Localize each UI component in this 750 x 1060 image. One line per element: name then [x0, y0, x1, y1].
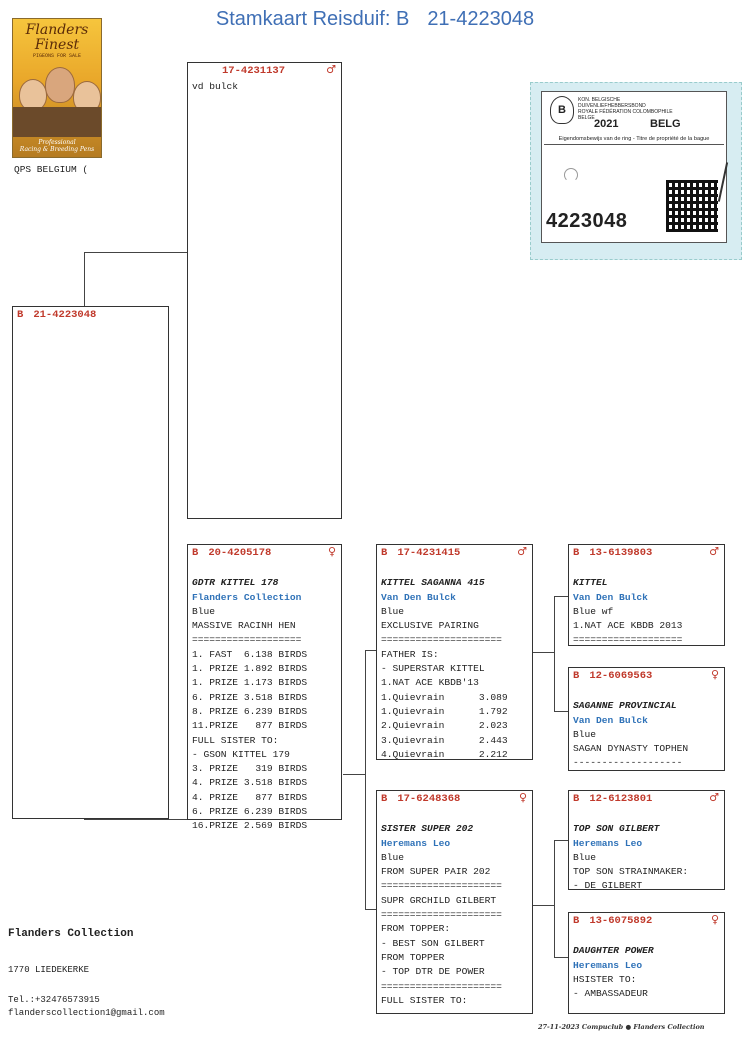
note-line: EXCLUSIVE PAIRING: [381, 620, 479, 632]
pigeon-owner: Heremans Leo: [381, 837, 451, 849]
note-line: - BEST SON GILBERT: [381, 937, 485, 949]
note-line: 1.Quievrain 3.089: [381, 691, 508, 703]
male-icon: ♂: [709, 545, 719, 558]
note-line: 6. PRIZE 3.518 BIRDS: [192, 691, 308, 703]
pigeon-name: TOP SON GILBERT: [573, 823, 660, 835]
ring-number: 21-4223048: [33, 309, 97, 321]
note-line: MASSIVE RACINH HEN: [192, 620, 296, 632]
pigeon-notes: [569, 684, 724, 800]
note-line: 4.Quievrain 2.212: [381, 748, 508, 760]
pigeon-box-mmm-father: [568, 790, 725, 890]
ring-number: 17-4231137: [222, 65, 286, 77]
note-line: FROM TOPPER: [381, 951, 445, 963]
page-title: [0, 8, 750, 31]
note-line: - DE GILBERT: [573, 880, 643, 892]
pigeon-notes: [188, 79, 341, 95]
ring-ownership-card: [530, 82, 742, 260]
pigeon-header: [569, 545, 724, 561]
ring-number: 13-6075892: [589, 915, 653, 927]
ring-number: 20-4205178: [208, 547, 272, 559]
pigeon-box-mm-father: [376, 544, 533, 760]
pigeon-name: KITTEL SAGANNA 415: [381, 577, 485, 589]
female-icon: ♀: [710, 913, 719, 926]
note-line: TOP SON STRAINMAKER:: [573, 866, 689, 878]
note-line: FROM TOPPER:: [381, 923, 451, 935]
connector: [343, 774, 365, 775]
note-line: vd bulck: [192, 81, 239, 92]
female-icon: ♀: [518, 791, 527, 804]
connector: [554, 840, 568, 841]
note-line: 1.NAT ACE KBDB 2013: [573, 620, 683, 632]
note-line: 3. PRIZE 319 BIRDS: [192, 763, 308, 775]
connector: [532, 905, 554, 906]
country-code: B: [381, 547, 388, 559]
connector: [365, 650, 366, 910]
male-icon: ♂: [709, 791, 719, 804]
logo-tagline-1: Professional: [38, 139, 76, 146]
breeder-contact: [8, 994, 165, 1020]
note-line: =====================: [381, 909, 502, 921]
note-line: Blue: [573, 728, 597, 740]
connector: [554, 596, 555, 712]
logo-title: Flanders Finest: [25, 22, 89, 53]
note-line: 3.Quievrain 2.443: [381, 734, 508, 746]
note-line: 4. PRIZE 877 BIRDS: [192, 791, 308, 803]
note-line: FROM SUPER PAIR 202: [381, 866, 491, 878]
pigeon-name: KITTEL: [573, 577, 608, 589]
pigeon-notes: [377, 807, 532, 1038]
qr-code-icon: [666, 180, 718, 232]
note-line: 4. PRIZE 3.518 BIRDS: [192, 777, 308, 789]
breeder-phone: Tel.:+32476573915: [8, 995, 100, 1005]
note-line: 1.NAT ACE KBDB'13: [381, 677, 479, 689]
pigeon-header: [569, 791, 724, 807]
pigeon-notes: [569, 929, 724, 1031]
note-line: - TOP DTR DE POWER: [381, 966, 485, 978]
pigeon-box-mother: [187, 544, 342, 832]
country-code: B: [573, 793, 580, 805]
connector: [84, 819, 188, 820]
pigeon-header: [377, 545, 532, 561]
note-line: 1. FAST 6.138 BIRDS: [192, 648, 308, 660]
note-line: FULL SISTER TO:: [381, 994, 468, 1006]
note-line: ===================: [192, 634, 302, 646]
pigeon-owner: Flanders Collection: [192, 591, 302, 603]
note-line: 1.Quievrain 1.792: [381, 705, 508, 717]
connector: [554, 957, 568, 958]
breeder-email: flanderscollection1@gmail.com: [8, 1008, 165, 1018]
breeder-city: 1770 LIEDEKERKE: [8, 965, 90, 975]
connector: [554, 596, 568, 597]
note-line: Blue wf: [573, 605, 614, 617]
note-line: - SUPERSTAR KITTEL: [381, 663, 485, 675]
note-line: 16.PRIZE 2.569 BIRDS: [192, 820, 308, 832]
ring-number: 12-6123801: [589, 793, 653, 805]
pigeon-notes: [188, 561, 341, 863]
person-photo-2: [45, 67, 75, 103]
ring-card-org2: ROYALE FÉDÉRATION COLOMBOPHILE BELGE: [578, 109, 673, 121]
note-line: Blue: [381, 605, 405, 617]
pigeon-box-mmm-mother: [568, 912, 725, 1014]
note-line: =====================: [381, 634, 502, 646]
ring-number: 17-6248368: [397, 793, 461, 805]
note-line: 8. PRIZE 6.239 BIRDS: [192, 705, 308, 717]
note-line: 2.Quievrain 2.023: [381, 720, 508, 732]
ring-card-number: 4223048: [546, 210, 628, 232]
ring-card-year: 2021: [594, 118, 619, 130]
note-line: ===================: [573, 634, 683, 646]
country-code: B: [192, 547, 199, 559]
note-line: 11.PRIZE 877 BIRDS: [192, 720, 308, 732]
print-stamp: 27-11-2023 Compuclub ● Flanders Collection: [538, 1023, 705, 1031]
note-line: Blue: [381, 851, 405, 863]
country-code: B: [381, 793, 388, 805]
flanders-finest-logo: [12, 18, 102, 158]
logo-shirts: [13, 107, 101, 137]
pigeon-name: SISTER SUPER 202: [381, 823, 474, 835]
pigeon-name: SAGANNE PROVINCIAL: [573, 700, 677, 712]
connector: [554, 840, 555, 958]
hole-icon: [564, 168, 578, 182]
country-code: B: [573, 670, 580, 682]
ring-number: 13-6139803: [589, 547, 653, 559]
breeder-name: Flanders Collection: [8, 928, 134, 940]
slash-mark: [718, 162, 728, 202]
ring-card-country: BELG: [650, 118, 681, 130]
pigeon-box-father: [187, 62, 342, 519]
ring-card-inner: [541, 91, 727, 243]
note-line: Blue: [192, 605, 216, 617]
pigeon-box-mmf-father: [568, 544, 725, 646]
note-line: SAGAN DYNASTY TOPHEN: [573, 743, 689, 755]
ring-number: 12-6069563: [589, 670, 653, 682]
pigeon-owner: Van Den Bulck: [573, 591, 648, 603]
country-code: B: [573, 547, 580, 559]
note-line: Blue: [573, 851, 597, 863]
note-line: =====================: [381, 880, 502, 892]
pigeon-owner: Van Den Bulck: [573, 714, 648, 726]
male-icon: ♂: [517, 545, 527, 558]
pigeon-header: [13, 307, 168, 323]
note-line: - GSON KITTEL 179: [192, 748, 290, 760]
female-icon: ♀: [327, 545, 336, 558]
ring-card-org1: KON. BELGISCHE DUIVENLIEFHEBBERSBOND: [578, 97, 646, 109]
note-line: SUPR GRCHILD GILBERT: [381, 894, 497, 906]
note-line: =====================: [381, 980, 502, 992]
connector: [554, 711, 568, 712]
logo-subtitle: PIGEONS FOR SALE: [32, 53, 81, 59]
pigeon-header: [188, 63, 341, 79]
note-line: 6. PRIZE 6.239 BIRDS: [192, 806, 308, 818]
female-icon: ♀: [710, 668, 719, 681]
pigeon-owner: Heremans Leo: [573, 959, 643, 971]
pigeon-box-mm-mother: [376, 790, 533, 1014]
title-ring: 21-4223048: [427, 8, 535, 30]
qps-label: QPS BELGIUM (: [14, 164, 89, 175]
pigeon-header: [377, 791, 532, 807]
note-line: 1. PRIZE 1.892 BIRDS: [192, 663, 308, 675]
note-line: FATHER IS:: [381, 648, 439, 660]
country-code: B: [17, 309, 24, 321]
note-line: FULL SISTER TO:: [192, 734, 279, 746]
note-line: HSISTER TO:: [573, 973, 637, 985]
ring-number: 17-4231415: [397, 547, 461, 559]
kbdb-emblem-icon: B: [550, 96, 574, 124]
note-line: - AMBASSADEUR: [573, 988, 648, 1000]
pigeon-header: [569, 913, 724, 929]
country-code: B: [573, 915, 580, 927]
logo-tagline-2: Racing & Breeding Pens: [19, 146, 95, 153]
pigeon-notes: [377, 561, 532, 792]
pigeon-box-subject: [12, 306, 169, 819]
connector: [532, 652, 554, 653]
pigeon-owner: Van Den Bulck: [381, 591, 456, 603]
male-icon: ♂: [326, 63, 336, 76]
connector: [84, 252, 85, 306]
pigeon-header: [188, 545, 341, 561]
connector: [84, 252, 188, 253]
pigeon-notes: [569, 561, 724, 677]
pigeon-notes: [569, 807, 724, 923]
ring-card-subtitle: Eigendomsbewijs van de ring - Titre de propriété de la bague: [544, 136, 724, 145]
note-line: -------------------: [573, 757, 683, 769]
title-text: Stamkaart Reisduif: B: [215, 8, 410, 30]
pigeon-owner: Heremans Leo: [573, 837, 643, 849]
logo-tagline: [13, 139, 101, 153]
pigeon-box-mmf-mother: [568, 667, 725, 771]
pigeon-header: [569, 668, 724, 684]
pigeon-name: GDTR KITTEL 178: [192, 577, 279, 589]
pigeon-name: DAUGHTER POWER: [573, 945, 654, 957]
note-line: 1. PRIZE 1.173 BIRDS: [192, 677, 308, 689]
